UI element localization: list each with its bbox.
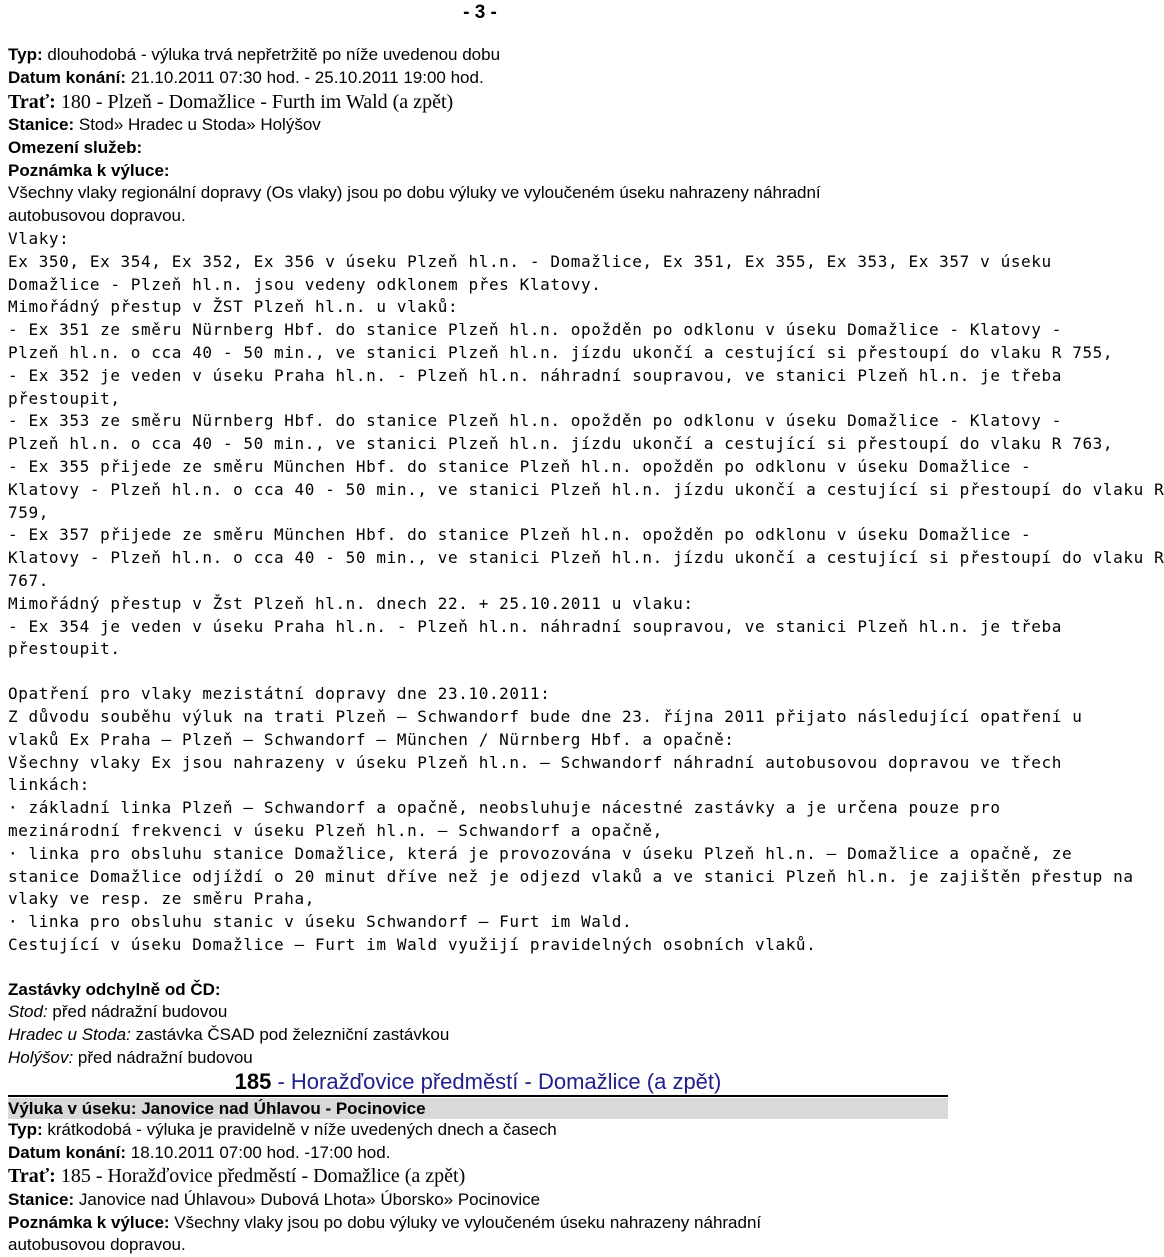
stations-row [8, 1189, 948, 1212]
line-banner-number: 185 [234, 1068, 272, 1094]
stop-name: Hradec u Stoda: [8, 1025, 131, 1045]
stop-place: před nádražní budovou [73, 1048, 253, 1068]
stop-row [8, 1001, 948, 1024]
stop-name: Holýšov: [8, 1048, 74, 1068]
notice-note-label: Poznámka k výluce: [8, 160, 170, 180]
notice-note-label: Poznámka k výluce: [8, 1212, 170, 1232]
line-row [8, 90, 948, 114]
trains-line: - Ex 352 je veden v úseku Praha hl.n. - Plzeň hl.n. náhradní soupravou, ve stanici Plzeň hl.n. je třeba [8, 365, 1062, 385]
measures-line: Z důvodu souběhu výluk na trati Plzeň – Schwandorf bude dne 23. října 2011 přijato následující opatření u [8, 706, 1083, 726]
trains-line: 759, [8, 502, 49, 522]
measures-line: mezinárodní frekvenci v úseku Plzeň hl.n. – Schwandorf a opačně, [8, 820, 663, 840]
measures-line: Opatření pro vlaky mezistátní dopravy dne 23.10.2011: [8, 684, 551, 704]
line-label: Trať: [8, 90, 56, 113]
trains-line: Mimořádný přestup v ŽST Plzeň hl.n. u vlaků: [8, 297, 459, 317]
stops-heading: Zastávky odchylně od ČD: [8, 979, 221, 999]
closure-section-title: Výluka v úseku: Janovice nad Úhlavou - Pocinovice [8, 1098, 948, 1119]
line-banner [8, 1070, 948, 1097]
line-banner-title [8, 1068, 948, 1095]
date-value: 21.10.2011 07:30 hod. - 25.10.2011 19:00 hod. [126, 67, 484, 87]
trains-line: Klatovy - Plzeň hl.n. o cca 40 - 50 min., ve stanici Plzeň hl.n. jízdu ukončí a cestující si přestoupí do vlaku R [8, 479, 1164, 499]
type-row [8, 1119, 948, 1142]
stations-value: Janovice nad Úhlavou» Dubová Lhota» Úborsko» Pocinovice [74, 1189, 541, 1209]
date-row [8, 67, 948, 90]
type-value: dlouhodobá - výluka trvá nepřetržitě po níže uvedenou dobu [42, 45, 501, 64]
trains-line: přestoupit. [8, 639, 121, 659]
type-label: Typ: [8, 1119, 43, 1139]
stop-name: Stod: [8, 1002, 48, 1022]
type-row [8, 44, 948, 67]
line-label: Trať: [8, 1165, 56, 1188]
stop-row [8, 1024, 948, 1047]
page-number: - 3 - [463, 2, 497, 23]
measures-line: vlaky ve resp. ze směru Praha, [8, 889, 315, 909]
measures-line: Cestující v úseku Domažlice – Furt im Wald využijí pravidelných osobních vlaků. [8, 934, 817, 954]
notice-note-line: autobusovou dopravou. [8, 1235, 186, 1255]
measures-line: linkách: [8, 775, 90, 795]
measures-line: · základní linka Plzeň – Schwandorf a opačně, neobsluhuje nácestné zastávky a je určena pouze pro [8, 798, 1001, 818]
trains-line: Domažlice - Plzeň hl.n. jsou vedeny odklonem přes Klatovy. [8, 274, 602, 294]
date-row [8, 1142, 948, 1165]
stop-place: před nádražní budovou [47, 1002, 228, 1022]
trains-line: 767. [8, 570, 49, 590]
document-body [8, 44, 1164, 1257]
service-restrictions-label: Omezení služeb: [8, 137, 143, 157]
spacer [8, 661, 948, 683]
trains-line: přestoupit, [8, 388, 121, 408]
trains-line: - Ex 355 přijede ze směru München Hbf. do stanice Plzeň hl.n. opožděn po odklonu v úseku Domažlice - [8, 456, 1032, 476]
stations-label: Stanice: [8, 115, 75, 134]
spacer [8, 957, 948, 979]
type-label: Typ: [8, 45, 43, 64]
measures-line: · linka pro obsluhu stanice Domažlice, která je provozována v úseku Plzeň hl.n. – Domažlice a opačně, ze [8, 843, 1073, 863]
notice-note-line: autobusovou dopravou. [8, 206, 186, 226]
trains-line: Mimořádný přestup v Žst Plzeň hl.n. dnech 22. + 25.10.2011 u vlaku: [8, 593, 694, 613]
date-label: Datum konání: [8, 1142, 127, 1162]
trains-line: - Ex 354 je veden v úseku Praha hl.n. - Plzeň hl.n. náhradní soupravou, ve stanici Plzeň hl.n. je třeba [8, 616, 1062, 636]
line-banner-name: - Horažďovice předměstí - Domažlice (a zpět) [271, 1068, 722, 1094]
stations-row [8, 114, 948, 137]
measures-line: · linka pro obsluhu stanic v úseku Schwandorf – Furt im Wald. [8, 912, 633, 932]
trains-line: - Ex 357 přijede ze směru München Hbf. do stanice Plzeň hl.n. opožděn po odklonu v úseku Domažlice - [8, 525, 1032, 545]
stations-label: Stanice: [8, 1189, 75, 1209]
stop-row [8, 1047, 948, 1070]
measures-line: vlaků Ex Praha – Plzeň – Schwandorf – München / Nürnberg Hbf. a opačně: [8, 729, 735, 749]
trains-line: - Ex 351 ze směru Nürnberg Hbf. do stanice Plzeň hl.n. opožděn po odklonu v úseku Domažlice - Klatovy - [8, 320, 1062, 340]
type-value: krátkodobá - výluka je pravidelně v níže uvedených dnech a časech [42, 1119, 557, 1139]
line-row [8, 1164, 948, 1188]
trains-line: Klatovy - Plzeň hl.n. o cca 40 - 50 min., ve stanici Plzeň hl.n. jízdu ukončí a cestující si přestoupí do vlaku R [8, 548, 1164, 568]
line-value: 180 - Plzeň - Domažlice - Furth im Wald (a zpět) [55, 90, 454, 113]
trains-line: Ex 350, Ex 354, Ex 352, Ex 356 v úseku Plzeň hl.n. - Domažlice, Ex 351, Ex 355, Ex 353, Ex 357 v úseku [8, 251, 1052, 271]
measures-line: Všechny vlaky Ex jsou nahrazeny v úseku Plzeň hl.n. – Schwandorf náhradní autobusovou dopravou ve třech [8, 752, 1062, 772]
trains-line: - Ex 353 ze směru Nürnberg Hbf. do stanice Plzeň hl.n. opožděn po odklonu v úseku Domažlice - Klatovy - [8, 411, 1062, 431]
stations-value: Stod» Hradec u Stoda» Holýšov [74, 115, 321, 134]
measures-line: stanice Domažlice odjíždí o 20 minut dříve než je odjezd vlaků a ve stanici Plzeň hl.n. je zajištěn přestup na [8, 866, 1134, 886]
notice-note-line: Všechny vlaky regionální dopravy (Os vlaky) jsou po dobu výluky ve vyloučeném úseku nahrazeny náhradní [8, 183, 821, 203]
date-label: Datum konání: [8, 67, 127, 87]
stop-place: zastávka ČSAD pod železniční zastávkou [130, 1025, 450, 1045]
trains-line: Vlaky: [8, 228, 70, 248]
line-value: 185 - Horažďovice předměstí - Domažlice (a zpět) [55, 1165, 466, 1188]
notice-note-row [8, 1212, 948, 1235]
date-value: 18.10.2011 07:00 hod. -17:00 hod. [126, 1142, 391, 1162]
trains-line: Plzeň hl.n. o cca 40 - 50 min., ve stanici Plzeň hl.n. jízdu ukončí a cestující si přestoupí do vlaku R 763, [8, 434, 1114, 454]
trains-line: Plzeň hl.n. o cca 40 - 50 min., ve stanici Plzeň hl.n. jízdu ukončí a cestující si přestoupí do vlaku R 755, [8, 342, 1114, 362]
notice-note-value: Všechny vlaky jsou po dobu výluky ve vyloučeném úseku nahrazeny náhradní [169, 1212, 762, 1232]
